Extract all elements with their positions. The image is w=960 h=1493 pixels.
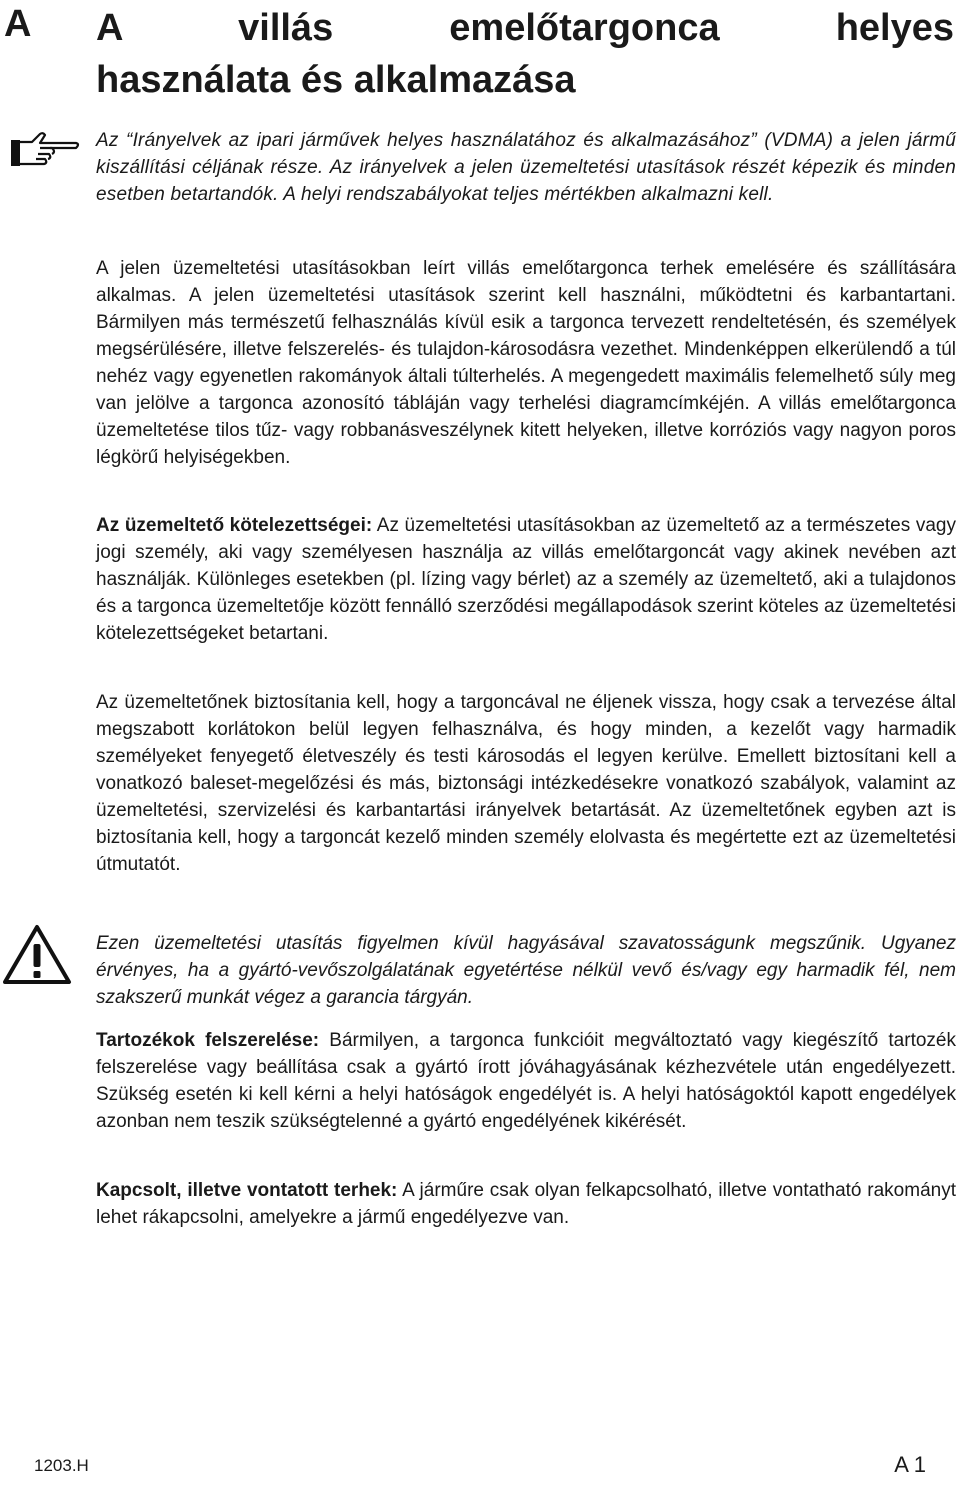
document-code: 1203.H [34,1456,89,1475]
towed-loads-section [96,1177,956,1231]
accessories-section [96,1027,956,1135]
warning-triangle-icon [2,924,72,986]
operator-obligations-text: Az üzemeltetési utasításokban az üzemeltető az a természetes vagy jogi személy, aki vagy személyesen használja az villás emelőtargoncát vagy akinek nevében azt használják. Különleges esetekben (pl. lízing vagy bérlet) az a személy az üzemeltető, aki a tulajdonos és a targonca üzemeltetője között fennálló szerződési megállapodások szerint köteles az üzemeltetési kötelezettségeket betartani. [96,515,956,644]
operator-obligations-section [96,512,956,647]
page-title-line2: használata és alkalmazása [96,59,576,101]
intended-use-section [96,255,956,471]
page-title-line1: A villás emelőtargonca helyes [96,7,954,49]
warranty-warning [96,930,956,1011]
towed-loads-paragraph [96,1177,956,1231]
operator-duties-text: Az üzemeltetőnek biztosítania kell, hogy a targoncával ne éljenek vissza, hogy csak a tervezése által megszabott korlátokon belül legyen felhasználva, és hogy minden, a kezelőt vagy harmadik személyeket fenyegető életveszély és testi károsodás el legyen kerülve. Emellett biztosítani kell a vonatkozó baleset-megelőzési és más, biztonsági intézkedésekre vonatkozó szabályok, valamint az üzemeltetési, szervizelési és karbantartási irányelvek betartását. Az üzemeltetőnek egyben azt is biztosítania kell, hogy a targoncát kezelő minden személy elolvasta és megértette ezt az üzemeltetési útmutatót. [96,692,956,875]
page-title [96,2,954,106]
accessories-text: Bármilyen, a targonca funkcióit megváltoztató vagy kiegészítő tartozék felszerelése vagy beállítása csak a gyártó írott jóváhagyásának kézhezvétele után engedélyezett. Szükség esetén ki kell kérni a helyi hatóságok engedélyét is. A helyi hatóságoktól kapott engedélyek azonban nem teszik szükségtelenné a gyártó engedélyének kikérését. [96,1030,956,1132]
intended-use-text: A jelen üzemeltetési utasításokban leírt villás emelőtargonca terhek emelésére és szállítására alkalmas. A jelen üzemeltetési utasítások szerint kell használni, működtetni és karbantartani. Bármilyen más természetű felhasználás kívül esik a targonca tervezett rendeltetésén, és személyek megsérülésére, illetve felszerelés- és tulajdon-károsodásra vezethet. Mindenképpen elkerülendő a túl nehéz vagy egyenetlen rakományok általi túlterhelés. A megengedett maximális felemelhető súly meg van jelölve a targonca azonosító tábláján vagy terhelési diagramcímkéjén. A villás emelőtargonca üzemeltetése tilos tűz- vagy robbanásveszélynek kitett helyeken, illetve korróziós vagy nagyon poros légkörű helyiségekben. [96,258,956,468]
operator-duties-section [96,689,956,878]
operator-obligations-heading: Az üzemeltető kötelezettségei: [96,515,373,536]
operator-obligations-paragraph [96,512,956,647]
towed-loads-heading: Kapcsolt, illetve vontatott terhek: [96,1180,398,1201]
page-number: A 1 [894,1452,926,1477]
section-letter: A [4,3,32,45]
vdma-note-text: Az “Irányelvek az ipari járművek helyes használatához és alkalmazásához” (VDMA) a jelen jármű kiszállítási céljának része. Az irányelvek a jelen üzemeltetési utasítások részét képezik és minden esetben betartandók. A helyi rendszabályokat teljes mértékben alkalmazni kell. [96,130,956,205]
accessories-heading: Tartozékok felszerelése: [96,1030,320,1051]
accessories-paragraph [96,1027,956,1135]
pointing-hand-icon [10,130,82,174]
vdma-note [96,127,956,208]
towed-loads-text: A járműre csak olyan felkapcsolható, illetve vontatható rakományt lehet rákapcsolni, amelyekre a jármű engedélyezve van. [96,1180,956,1228]
warranty-warning-text: Ezen üzemeltetési utasítás figyelmen kívül hagyásával szavatosságunk megszűnik. Ugyanez érvényes, ha a gyártó-vevőszolgálatának egyetértése nélkül vevő és/vagy egy harmadik fél, nem szakszerű munkát végez a garancia tárgyán. [96,933,956,1008]
